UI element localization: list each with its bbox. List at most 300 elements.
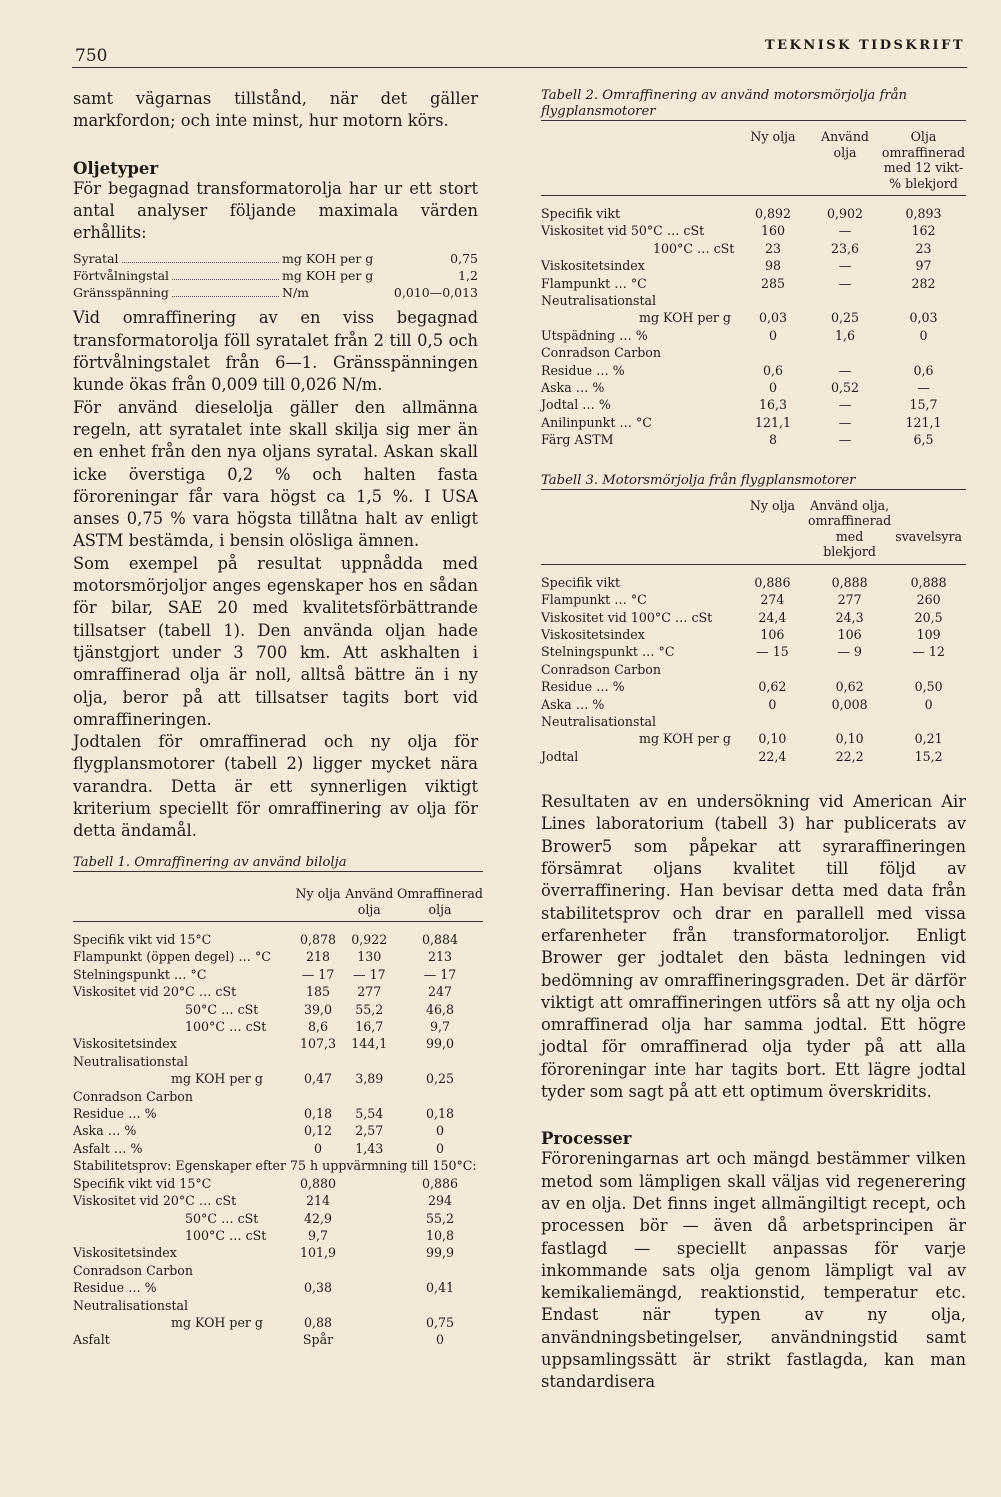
cell-value: 42,9 [304,1210,333,1226]
cell-value: 121,1 [754,414,792,430]
row-unit: cSt [683,223,705,239]
property-unit: mg KOH per g [282,268,374,284]
row-label: 50°C … cSt [185,1210,259,1226]
cell-value: 282 [911,275,936,291]
journal-title: TEKNISK TIDSKRIFT [764,38,965,53]
table-row [541,730,966,747]
table-row [541,379,966,396]
row-label [73,1262,294,1279]
row-label-text: 100°C [185,1019,225,1035]
row-label [541,344,737,361]
cell-value: 0,922 [351,932,388,947]
cell-value: 20,5 [914,609,943,625]
paragraph-processer: Föroreningarnas art och mängd bestämmer vilken metod som lämpligen skall väljas vid regenerering av en olja. Det finns inget allmängiltigt recept, och processen bör — även då arbetsprincipen är fastlagd — speciellt anpassas för varje inkommande sats olja genom lämpligt val av kemikaliemängd, reaktionstid, temperatur etc. Endast när typen av ny olja, användningsbetingelser, användningstid samt uppsamlingssätt är strikt fastlagda, kan man standardisera [541,1149,966,1392]
row-label-text: Residue [73,1106,125,1122]
table3-header-anvand: Använd olja, omraffinerad med blekjord [808,497,892,560]
row-label-text: Residue [73,1280,125,1296]
row-unit: °C [254,949,271,965]
paragraph-refining: Vid omraffinering av en viss begagnad transformatorolja föll syratalet från 2 till 0,5 och förtvålningstalet från 6—1. Gränsspänningen kunde ökas från 0,009 till 0,026 N/m. [73,308,478,395]
cell-value: 0,03 [909,310,938,326]
row-unit: % [144,1280,157,1296]
row-label [541,748,737,765]
row-label-text: Specifik vikt vid 15°C [73,932,212,947]
cell-value [294,1262,341,1279]
stability-note-row [73,1157,483,1174]
row-unit: cSt [245,1019,267,1035]
cell-value [342,1227,397,1244]
table-row [541,222,966,239]
row-label-text: 50°C [185,1210,217,1226]
cell-value: 23,6 [830,240,860,256]
property-row [73,250,478,267]
cell-value: — 17 [352,966,386,982]
row-label: Flampunkt … °C [541,275,647,291]
cell-value: — [838,223,852,239]
table-row [541,713,966,730]
cell-value: — 17 [301,966,335,982]
cell-value: 0,62 [835,679,864,695]
row-label: Residue … % [73,1280,157,1296]
cell-value: 0 [768,380,777,396]
row-label-text: Jodtal [541,748,579,764]
table-row [73,1070,483,1087]
row-label-text: Neutralisationstal [541,293,657,309]
cell-value: 277 [837,592,862,608]
row-unit: % [598,397,611,413]
cell-value: 39,0 [304,1001,333,1017]
paragraph-diesel: För använd dieselolja gäller den allmänna regeln, att syratalet inte skall skilja sig mer än en enhet från den nya oljans syratal. Askan skall icke överstiga 0,2 % och halten fasta föroreningar får vara högst ca 1,5 %. I USA anses 0,75 % vara högsta tillåtna halt av enligt ASTM bestämda, i bensin olösliga ämnen. [73,397,478,551]
row-label [541,661,737,678]
table-row [541,414,966,431]
cell-value: 0 [314,1140,323,1156]
table1 [73,871,483,1349]
cell-value: 0,6 [762,362,784,378]
row-label-text: Stelningspunkt [73,966,170,982]
row-label-text: Aska [541,380,572,396]
page-number: 750 [75,46,108,66]
row-label [73,1331,294,1348]
table-row [541,309,966,326]
row-label-text: Conradson Carbon [541,661,661,677]
row-unit: °C [658,644,675,660]
table-row [73,1262,483,1279]
table-row [541,591,966,608]
cell-value [808,661,891,678]
cell-value: 0,03 [758,310,788,326]
row-label-text: Flampunkt [541,592,611,608]
cell-value [342,1053,397,1070]
row-unit: % [144,1106,157,1122]
cell-value: Spår [302,1332,334,1348]
cell-value [737,713,808,730]
cell-value [397,1297,483,1314]
table-row [541,574,966,591]
cell-value: 0 [919,327,928,343]
cell-value [737,292,809,309]
row-label: Viskositet vid 100°C … cSt [541,609,713,625]
cell-value: 109 [916,626,941,642]
row-label-text: mg KOH per g [639,310,731,326]
cell-value: 0,25 [830,310,860,326]
row-unit: % [592,380,605,396]
cell-value: 0,18 [425,1106,455,1122]
table1-header-omraff: Omraffinerad olja [397,886,483,917]
table2-header-anvand: Använd olja [820,129,869,160]
left-column [73,88,478,843]
row-unit: % [635,327,648,343]
cell-value [737,661,808,678]
row-label [73,931,294,948]
row-label-text: Conradson Carbon [541,345,661,361]
table-row [73,1192,483,1209]
cell-value: 0,75 [425,1314,455,1330]
row-label: Aska … % [73,1123,137,1139]
table-row [73,931,483,948]
row-label [73,1314,294,1331]
row-label: Viskositet vid 20°C … cSt [73,1193,237,1209]
row-label-text: Viskositetsindex [73,1245,177,1261]
cell-value: — [917,380,930,396]
row-label: Stelningspunkt … °C [73,966,207,982]
table-row [541,609,966,626]
row-label [541,257,737,274]
cell-value: 15,2 [914,748,943,764]
cell-value: 0,6 [913,362,934,378]
cell-value: — [838,414,852,430]
row-label [73,1053,294,1070]
row-label-text: Jodtal [541,397,579,413]
cell-value: 0,878 [299,932,337,947]
table-row [73,1297,483,1314]
cell-value: 9,7 [308,1227,329,1243]
cell-value: 0,888 [831,574,868,590]
table-row [541,327,966,344]
table-row [541,678,966,695]
row-unit: cSt [713,240,735,256]
table-row [541,431,966,448]
table-row [73,1018,483,1035]
table2-header-omraff: Olja omraffinerad med 12 vikt-% blekjord [881,129,966,191]
row-label [73,1297,294,1314]
row-label-text: Asfalt [73,1332,110,1348]
cell-value: 24,4 [758,609,787,625]
row-unit: °C [636,414,652,430]
cell-value [342,1088,397,1105]
property-name: Syratal [73,251,119,267]
cell-value: 0,18 [304,1106,333,1122]
row-unit: °C [630,275,647,291]
row-label [541,574,737,591]
row-label-text: Specifik vikt vid 15°C [73,1175,212,1191]
row-unit: % [592,696,605,712]
cell-value: 285 [760,275,786,291]
row-label: Viskositet vid 50°C … cSt [541,223,705,239]
spacer-cell [541,196,737,206]
table-row [541,396,966,413]
property-value: 0,75 [450,251,478,267]
property-value: 0,010—0,013 [393,285,478,301]
row-label: Residue … % [73,1106,157,1122]
row-label-text: Residue [541,362,593,378]
spacer-cell [73,922,294,932]
row-label: Aska … % [541,380,605,396]
cell-value: 144,1 [351,1036,388,1052]
row-label [541,309,737,326]
cell-value: 0,21 [914,731,943,747]
table-row [541,257,966,274]
cell-value: 0,62 [758,679,787,695]
table3-header-svavelsyra: svavelsyra [895,528,962,544]
table-row [73,966,483,983]
cell-value: 24,3 [835,609,864,625]
table-row [541,205,966,222]
row-label [541,626,737,643]
cell-value [809,344,881,361]
row-label-text: Viskositet vid 20°C [73,984,195,1000]
cell-value: 213 [427,949,453,965]
cell-value: 8 [768,432,777,448]
row-label-text: 100°C [185,1227,225,1243]
table1-caption: Tabell 1. Omraffinering av använd bilolja [73,855,347,870]
row-unit: % [130,1140,143,1156]
row-label [73,1088,294,1105]
row-label-text: Aska [73,1123,104,1139]
paragraph-results: Resultaten av en undersökning vid American Air Lines laboratorium (tabell 3) har publicerats av Brower5 som påpekar att syraraffineringen försämrat oljans kvalitet till följd av överraffinering. Han bevisar detta med data från stabilitetsprov och drar en parallell med vissa erfarenheter från transformatoroljor. Enligt Brower ger jodtalet den bästa ledningen vid bedömning av omraffineringsgraden. Det är därför viktigt att omraffineringen utförs så att ny olja och omraffinerad olja har samma jodtal. Ett högre jodtal för omraffinerad olja tyder på att alla föroreningar inte har tagits bort. Ett lägre jodtal tyder som sagt på att ett optimum överskridits. [541,792,966,1102]
cell-value: 162 [911,223,936,239]
row-label-text: Conradson Carbon [73,1262,193,1278]
property-row [73,284,478,301]
row-label-text: Utspädning [541,327,616,343]
row-label-text: Residue [541,679,593,695]
cell-value: 0 [436,1123,445,1139]
cell-value: 5,54 [355,1106,384,1122]
table-row [73,1035,483,1052]
row-unit: °C [190,966,207,982]
cell-value: 16,7 [355,1019,384,1035]
row-label-text: Neutralisationstal [541,713,657,729]
cell-value: 121,1 [905,414,942,430]
row-label: Residue … % [541,362,625,378]
row-label-text: mg KOH per g [639,731,731,747]
table-row [73,1331,483,1348]
cell-value: 0,10 [835,731,864,747]
row-label: Utspädning … % [541,327,648,343]
row-label [541,205,737,222]
row-label: 100°C … cSt [185,1227,267,1243]
cell-value [809,292,881,309]
cell-value: 15,7 [909,397,938,413]
cell-value: — [838,397,852,413]
cell-value: 0,88 [304,1314,333,1330]
cell-value: 0,12 [304,1123,333,1139]
cell-value: 0,50 [914,679,943,695]
cell-value: 2,57 [355,1123,384,1139]
row-unit: cSt [245,1227,267,1243]
row-label-text: Specifik vikt [541,574,621,590]
cell-value: 101,9 [299,1245,337,1261]
row-label [541,730,737,747]
cell-value: 0 [924,696,933,712]
row-label [73,1035,294,1052]
table3-header-ny: Ny olja [749,497,796,513]
cell-value: 0,47 [304,1071,333,1087]
cell-value [342,1192,397,1209]
row-label-text: Neutralisationstal [73,1053,189,1069]
cell-value: 22,2 [835,748,864,764]
row-label-text: Viskositet vid 20°C [73,1193,195,1209]
row-label-text: Viskositet vid 100°C [541,609,671,625]
cell-value [294,1088,341,1105]
table2-block [541,88,966,449]
cell-value: 0,38 [304,1280,333,1296]
property-unit: N/m [282,285,310,301]
table-row [541,696,966,713]
row-label [73,1070,294,1087]
cell-value: 22,4 [758,748,787,764]
cell-value: 97 [915,258,932,274]
cell-value: 10,8 [425,1227,455,1243]
row-label [541,713,737,730]
spacer-row [541,196,966,206]
row-label: 100°C … cSt [185,1019,267,1035]
table3-block [541,473,966,765]
section-heading-oljetyper: Oljetyper [73,158,159,178]
cell-value [294,1297,341,1314]
row-label-text: Viskositetsindex [541,626,645,642]
table-row [73,1122,483,1139]
cell-value [397,1262,483,1279]
cell-value: 0,886 [421,1175,459,1191]
property-name: Förtvålningstal [73,268,170,284]
row-label-text: Viskositet vid 50°C [541,223,663,239]
table-row [73,1140,483,1157]
cell-value: 0,880 [299,1175,337,1191]
cell-value: 23 [915,240,932,256]
table-row [541,292,966,309]
row-label: 50°C … cSt [185,1001,259,1017]
cell-value: 0,888 [910,574,947,590]
cell-value: 55,2 [355,1001,384,1017]
cell-value: 0 [436,1140,445,1156]
cell-value: — 15 [756,644,789,660]
cell-value: 9,7 [429,1019,451,1035]
cell-value [342,1279,397,1296]
cell-value [881,292,966,309]
table-row [73,1279,483,1296]
row-label-text: Asfalt [73,1140,110,1156]
row-label: Viskositet vid 20°C … cSt [73,984,237,1000]
row-unit: cSt [237,1210,259,1226]
row-label-text: Flampunkt [541,275,611,291]
row-unit: % [612,362,625,378]
cell-value: — [838,432,852,448]
right-body [541,791,966,1393]
cell-value: 55,2 [425,1210,455,1226]
table2 [541,120,966,449]
row-label [541,431,737,448]
property-value: 1,2 [458,268,478,284]
paragraph-motor-oil: Som exempel på resultat uppnådda med motorsmörjoljor anges egenskaper hos en sådan för bilar, SAE 20 med kvalitetsförbättrande tillsatser (tabell 1). Den använda oljan hade tjänstgjort under 3 700 km. Att askhalten i omraffinerad olja är noll, alltså bättre än i ny olja, beror på att tillsatser tagits bort vid omraffineringen. [73,553,478,729]
intro-paragraph: samt vägarnas tillstånd, när det gäller markfordon; och inte minst, hur motorn körs. [73,89,478,131]
cell-value: — 17 [423,966,457,982]
row-label-text: Viskositetsindex [73,1036,177,1052]
cell-value: 1,6 [834,327,856,343]
cell-value: 106 [837,626,862,642]
cell-value [342,1297,397,1314]
table-row [73,1314,483,1331]
leader-dots [122,262,279,263]
row-label-text: Specifik vikt [541,206,621,221]
paragraph-transformer: För begagnad transformatorolja har ur ett stort antal analyser följande maximala värden erhållits: [73,178,478,243]
table3 [541,489,966,765]
cell-value: 0 [436,1332,445,1348]
cell-value: 0 [768,696,777,712]
row-label-text: 100°C [653,240,693,256]
table-row [73,948,483,965]
right-column [541,88,966,1394]
row-label: Anilinpunkt … °C [541,414,652,430]
cell-value: 185 [306,984,331,1000]
row-label: Jodtal … % [541,397,611,413]
cell-value: 107,3 [299,1036,337,1052]
table-row [73,1244,483,1261]
row-label: Residue … % [541,679,625,695]
cell-value: 130 [357,949,382,965]
table1-block [73,855,483,1349]
cell-value [342,1262,397,1279]
cell-value: 247 [427,984,453,1000]
row-label: Stelningspunkt … °C [541,644,675,660]
cell-value [891,661,966,678]
cell-value [808,713,891,730]
cell-value: — [838,275,852,291]
cell-value: 260 [916,592,941,608]
row-label-text: mg KOH per g [171,1071,263,1087]
spacer-cell [541,564,737,574]
row-label-text: 50°C [185,1001,217,1017]
row-unit: °C [630,592,647,608]
cell-value [342,1210,397,1227]
cell-value: 23 [764,240,782,256]
row-unit: % [124,1123,137,1139]
table-row [73,1105,483,1122]
table-row [541,643,966,660]
cell-value: — [838,258,852,274]
row-label-text: Viskositetsindex [541,258,645,274]
cell-value: 8,6 [308,1019,329,1035]
cell-value: 160 [760,223,786,239]
cell-value: 0 [768,327,777,343]
cell-value: 218 [306,949,331,965]
cell-value: 277 [357,984,382,1000]
property-name: Gränsspänning [73,285,169,301]
table-row [541,626,966,643]
cell-value: 274 [760,592,785,608]
row-label: Asfalt … % [73,1140,143,1156]
table2-caption: Tabell 2. Omraffinering av använd motorsmörjolja från flygplansmotorer [541,88,908,119]
cell-value: 0,886 [754,574,791,590]
row-label: Aska … % [541,696,605,712]
row-label: Flampunkt … °C [541,592,647,608]
row-label-text: Conradson Carbon [73,1088,193,1104]
table3-caption: Tabell 3. Motorsmörjolja från flygplansmotorer [541,472,856,488]
cell-value [881,344,966,361]
cell-value: 6,5 [913,432,934,448]
cell-value [737,344,809,361]
table-row [73,1088,483,1105]
cell-value: 99,9 [425,1245,455,1261]
row-label-text: Flampunkt (öppen degel) [73,949,235,965]
